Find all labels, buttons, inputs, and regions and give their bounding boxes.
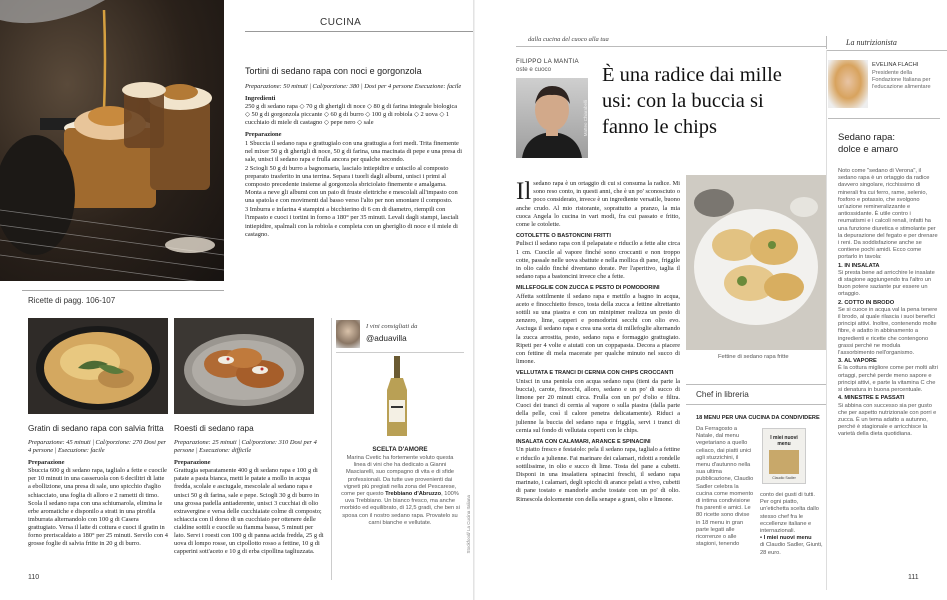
wine-label: I vini consigliati da	[366, 323, 418, 330]
chef-section-text: Affetta sottilmente il sedano rapa e mettilo a bagno in acqua, aceto e finocchietto fresco, tosta della zucca a fettine altrettanto sottili su una piastra e con un minipimer realizza un pesto di zenzero, lime, capperi e pomodorini secchi con olio evo. Asciuga il sedano rapa e crea una sorta di millefoglie alternando la zucca arrostita, pesto, sedano rapa e formaggio grattugiato. Ripeti per 4 volte e aiutati con un coppapasta. Decora a piacere con fettine di mela macerate per qualche minuto nel succo di limone.	[516, 292, 680, 366]
header-rule	[245, 31, 473, 32]
recipe-tortini	[245, 66, 463, 240]
nutri-item-text: Si abbina con successo sia per gusto che per aspetto nutrizionale con porri e zucca. È un tema adatto a autunno, perché è stagionale e arricchisce la varietà della dieta quotidiana.	[838, 402, 937, 438]
recipe-roesti-text: Grattugia separatamente 400 g di sedano rapa e 100 g di patate a pasta bianca, metti le patate a mollo in acqua fredda, scolale e asciugale, mescolale al sedano rapa e unisci 50 g di farina, sale e pepe. Sciogli 30 g di burro in una grossa padella antiaderente, unisci 3 cucchiai di olio extravergine e versa delle cucchiaiate colme di composto; schiaccia con il dorso di un cucchiaio per ottenere delle cialdine sottili e cuocile su fiamma bassa, 5 minuti per lato. Servi i roesti con 100 g di panna acida fredda, 25 g di uova di lompo rosse, un cipollotto rosso a fettine, 10 g di capperini sott'aceto e 10 g di erba cipollina tagliuzzata.	[174, 467, 324, 556]
nutri-title-line2: dolce e amaro	[838, 144, 899, 155]
nutri-item-text: È la cottura migliore come per molti altri ortaggi, perché perde meno sapore e principi attivi, e parte la vitamina C che si denatura in buona percentuale.	[838, 365, 938, 394]
recipe-gratin-prep-title: Preparazione	[28, 459, 65, 467]
recipe-tortini-prep-title: Preparazione	[245, 131, 282, 139]
recipe-tortini-ingredients: 250 g di sedano rapa ◇ 70 g di gherigli di noce ◇ 80 g di farina integrale biologica ◇ 50 g di gorgonzola piccante ◇ 60 g di burro ◇ 100 g di robiola ◇ 2 uova ◇ 1 cucchiaio di miele di castagno ◇ pepe nero ◇ sale	[245, 103, 458, 127]
books-text: Da Ferragosto a Natale, dal menu vegetariano a quello celiaco, dai piatti unici agli stuzzichini, il menu d'autunno nella sua ultima pubblicazione, Claudio Sadler celebra la cucina come momento di intima condivisione fra parenti e amici. Le 80 ricette sono divise in 18 menu in gran parte legati alle ricorrenze o alle stagioni, tenendo	[696, 426, 754, 548]
kicker: dalla cucina del cuoco alla tua	[528, 36, 609, 43]
recipe-gratin-text: Sbuccia 600 g di sedano rapa, taglialo a fette e cuocile per 10 minuti in una casseruola con 6 decilitri di latte a ebollizione, una presa di sale, uno spicchio d'aglio schiacciato, una foglia di alloro e 2 rametti di timo. Scola il sedano rapa con una schiumarola, elimina le erbe aromatiche e disponilo a strati in una pirofila imburrata alternandolo con 100 g di Casera grattugiato. Versa il latte di cottura e cuoci il gratin in forno preriscaldato a 180° per 25 minuti. Servilo con 4 grosse foglie di salvia fritte in 20 g di burro.	[28, 467, 168, 548]
books-top-rule	[686, 384, 826, 385]
wine-bottle-icon	[382, 356, 412, 438]
nutri-intro: Noto come "sedano di Verona", il sedano rapa è un ortaggio da radice davvero singolare, ricchissimo di minerali fra cui ferro, rame, selenio, fosforo e potassio, che svolgono un'azione remineralizzante e antiossidante. È utile contro i reumatismi e i calcoli renali, infatti ha una funzione diuretica e stimolante per la depurazione del fegato e per drenare i reni. Da soddisfazione anche se contiene pochi amidi. Ecco come portarlo in tavola:	[838, 168, 938, 261]
books-rule	[686, 404, 826, 405]
kicker-rule	[516, 46, 826, 47]
roesti-illustration	[174, 318, 314, 414]
recipe-tortini-step: 1 Sbuccia il sedano rapa e grattugialo con una grattugia a fori medi. Trita finemente nel mixer 50 g di gherigli di noce, 50 g di farina, una macinata di pepe e una presa di sale, unisci il sedano rapa e frulla ancora per qualche secondo.	[245, 139, 463, 163]
chef-photo	[516, 78, 588, 158]
chef-section-text: Un piatto fresco e festaiolo: pela il sedano rapa, taglialo a fettine e riducilo a julienne. Fai marinare dei calamari, ridotti a rondelle sottilissime, in olio e succo di lime. Tosta del pane a cubetti. Disponi in una insalatiera spinacini freschi, il sedano rapa marinato, i calamari, degli spicchi di arance pelati a vivo, cubetti di pane tostato e mandorle anche tostate con un po' di olio. Rimescola dolcemente con della senape a grani, olio e limone.	[516, 446, 680, 503]
nutri-item-text: Si presta bene ad arricchire le insalate di stagione aggiungendo tra l'altro un buon potere saziante pur essere un ortaggio.	[838, 269, 935, 298]
recipe-roesti	[174, 424, 324, 556]
nutri-item-title: 3. AL VAPORE	[838, 358, 877, 365]
chef-section-title: COTOLETTE O BASTONCINI FRITTI	[516, 233, 611, 240]
recipe-roesti-title: Roesti di sedano rapa	[174, 424, 254, 433]
book-cover-author: Claudio Sadler	[772, 476, 796, 480]
wine-heading: SCELTA D'AMORE	[372, 446, 428, 453]
nutri-body	[838, 168, 938, 440]
books-text-continued: conto dei gusti di tutti. Per ogni piatto, un'etichetta scelta dallo stesso chef fra le eccellenze italiane e internazionali.	[760, 492, 819, 535]
page-number-left: 110	[28, 574, 40, 581]
chips-photo-caption: Fettine di sedano rapa fritte	[718, 354, 789, 360]
book-meta: di Claudio Sadler, Giunti, 28 euro.	[760, 542, 823, 556]
books-title: Chef in libreria	[696, 390, 749, 399]
gratin-illustration	[28, 318, 168, 414]
nutri-label-rule	[826, 50, 947, 51]
chef-section-title: MILLEFOGLIE CON ZUCCA E PESTO DI POMODORINI	[516, 285, 660, 292]
nutri-item-text: Se si cuoce in acqua val la pena tenere il brodo, al quale rilascia i suoi benefici principi attivi. Inoltre, contenendo molte fibre, è adatto in abbinamento a ingredienti e ricette che contengono grassi perché ne modula l'assorbimento nell'organismo.	[838, 306, 938, 357]
recipes-caption: Ricette di pagg. 106-107	[28, 296, 116, 305]
nutri-item-title: 1. IN INSALATA	[838, 262, 880, 269]
chef-role: oste e cuoco	[516, 66, 552, 73]
recipe-tortini-title: Tortini di sedano rapa con noci e gorgonzola	[245, 66, 422, 76]
recipe-tortini-ingredients-title: Ingredienti	[245, 95, 276, 103]
photo-credit-left: Stockfood/ La Cucina Italiana	[466, 495, 471, 554]
wine-handle: @aduavilla	[366, 334, 407, 343]
recipe-tortini-step: 3 Imburra e infarina 4 stampini a bicchierino di 6 cm di diametro, riempili con l'impasto e cuoci i tortini in forno a 180° per 35 minuti. Levali dagli stampi, lasciali intiepidire, spalmali con la robiola e completa con un gheriglio di noce e il miele di castagno.	[245, 206, 459, 238]
chef-dropcap: Il	[516, 178, 532, 205]
page-number-right: 111	[908, 574, 919, 581]
recipe-gratin-meta: Preparazione: 45 minuti | Cal/porzione: 270 Dosi per 4 persone | Esecuzione: facile	[28, 439, 167, 455]
books-subtitle: 18 MENU PER UNA CUCINA DA CONDIVIDERE	[696, 415, 820, 421]
chef-intro-text: sedano rapa è un ortaggio di cui si consuma la radice. Mi sono reso conto, in questi anni, che è un po' sconosciuto o poco considerato, invece è un ingrediente versatile, buono anche crudo. Al mio ristorante, soprattutto a pranzo, la mia cuoca Angela lo cucina in vari modi, fra cui passato e fritto, come le cotolette.	[516, 180, 680, 229]
wine-box	[331, 318, 466, 580]
chef-section-text: Unisci in una pentola con acqua sedano rapa (tieni da parte la buccia), carote, finocchi, alloro, sedano e un po' di succo di limone per 20 minuti circa. Frulla con un po' d'olio e filtra. Cuoci dei tranci di cernia al vapore o sulla piastra (dalla parte della pelle, così il calore penetra delicatamente). Riduci a julienne la buccia del sedano rapa e friggila, servi i tranci di cernia sul fondo di vellutata coperti con le chips.	[516, 377, 680, 434]
chef-name: FILIPPO LA MANTIA	[516, 58, 579, 65]
section-title: CUCINA	[320, 17, 362, 28]
nutri-title-line1: Sedano rapa:	[838, 132, 896, 143]
chef-article	[516, 180, 680, 505]
chef-intro	[516, 180, 680, 229]
books-text-2	[760, 492, 824, 557]
caption-rule	[22, 290, 224, 291]
nutri-rule	[828, 118, 940, 119]
recipe-gratin-title: Gratin di sedano rapa con salvia fritta	[28, 424, 164, 433]
roesti-photo	[174, 318, 314, 414]
book-cover-title: I miei nuovi menu	[770, 435, 798, 447]
recipe-gratin	[28, 424, 168, 548]
recipe-roesti-meta: Preparazione: 25 minuti | Cal/porzione: 310 Dosi per 4 persone | Esecuzione: difficile	[174, 439, 317, 455]
chef-section-text: Pulisci il sedano rapa con il pelapatate e riducilo a fette alte circa 1 cm. Cuocile al vapore finché sono croccanti e non troppo cotte, passale nelle uova sbattute e nella mollica di pane, friggile in olio caldo finché diventano dorate. Per l'aperitivo, taglia il sedano rapa a bastoncini invece che a fette.	[516, 240, 680, 281]
chef-headline: È una radice dai mille usi: con la buccia si fanno le chips	[602, 64, 782, 138]
recipe-roesti-prep-title: Preparazione	[174, 459, 211, 467]
book-cover-image	[769, 450, 799, 474]
page-fold	[473, 0, 475, 600]
wine-name: Trebbiano d'Abruzzo	[385, 491, 442, 498]
nutritionist-label: La nutrizionista	[846, 38, 897, 47]
chef-photo-credit: Matteo Chiarabelli	[583, 100, 588, 137]
wine-text-rest: , 100% uva Trebbiano. Un bianco fresco, ma anche morbido ed equilibrato, di 12,5 gradi, che ben si sposa con il nostro sedano rapa. Provatelo su carni bianche e vellutate.	[340, 491, 460, 526]
nutritionist-name: EVELINA FLACHI	[872, 62, 919, 68]
gratin-photo	[28, 318, 168, 414]
book-title: • I miei nuovi menu	[760, 535, 812, 542]
recipe-tortini-meta: Preparazione: 50 minuti | Cal/porzione: 380 | Dosi per 4 persone Esecuzione: facile	[245, 83, 462, 90]
column-divider	[826, 50, 827, 590]
tortini-illustration	[0, 0, 224, 281]
tortini-photo	[0, 0, 224, 281]
wine-text-intro: Marina Cvetic ha fortemente voluto questa linea di vini che ha dedicato a Gianni Masciarelli, suo compagno di vita e di sfide professionali. Da tutte uve provenienti dai vigneti più pregiati nella zona del Pescarese, come per questo	[341, 455, 457, 498]
nutritionist-photo	[828, 60, 868, 108]
chef-portrait	[516, 78, 588, 158]
chef-section-title: VELLUTATA E TRANCI DI CERNIA CON CHIPS CROCCANTI	[516, 370, 674, 377]
nutritionist-role: Presidente della Fondazione Italiana per l'educazione alimentare	[872, 70, 931, 90]
nutri-item-title: 4. MINESTRE E PASSATI	[838, 395, 905, 402]
nutri-item-title: 2. COTTO IN BRODO	[838, 299, 895, 306]
chef-section-title: INSALATA CON CALAMARI, ARANCE E SPINACINI	[516, 439, 651, 446]
sommelier-avatar	[336, 320, 360, 348]
nutri-title	[838, 132, 898, 156]
book-cover	[762, 428, 806, 484]
wine-divider	[336, 352, 464, 353]
chips-photo	[686, 175, 826, 350]
chips-illustration	[686, 175, 826, 350]
recipe-tortini-step: 2 Sciogli 50 g di burro a bagnomaria, lascialo intiepidire e uniscilo al composto preparato trasferito in una terrina. Separa i tuorli dagli albumi, unisci i primi al composto precedente insieme al gorgonzola sbriciolato finemente e amalgama. Monta a neve gli albumi con un paio di fruste elettriche e mescolali all'impasto con una spatola e con movimenti dal basso verso l'alto per non smontare il composto.	[245, 164, 458, 205]
wine-text	[340, 455, 460, 527]
